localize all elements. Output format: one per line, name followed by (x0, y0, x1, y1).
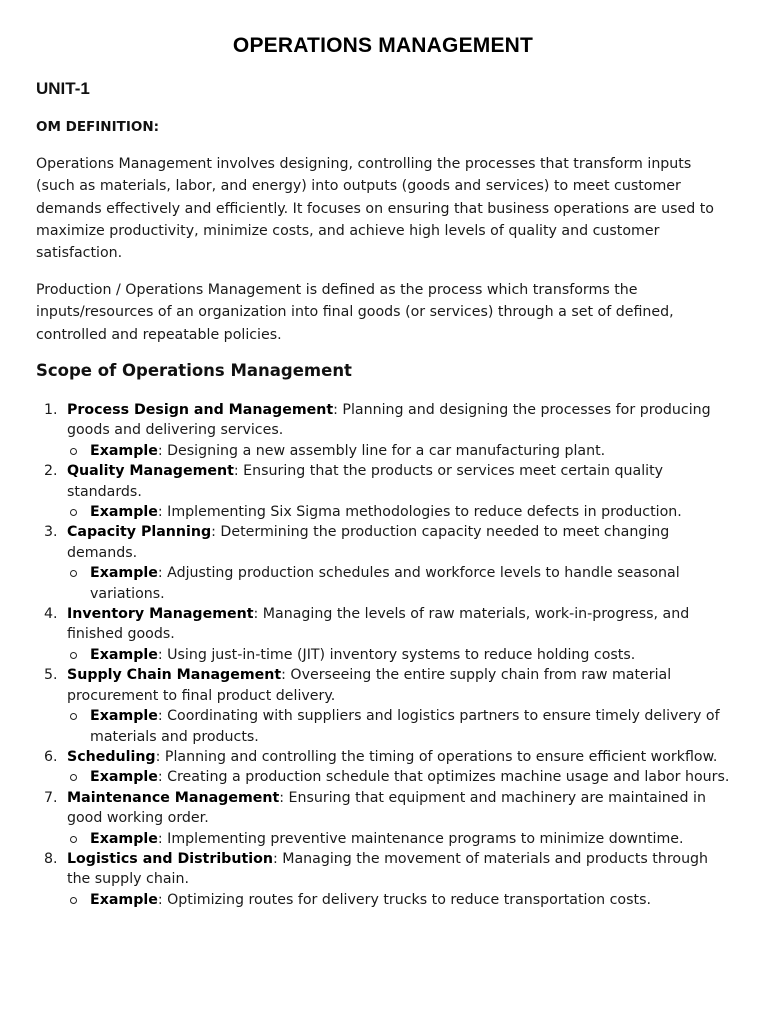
example-line (67, 563, 730, 604)
item-title: Supply Chain Management (67, 667, 282, 684)
example-text: : Optimizing routes for delivery trucks to reduce transportation costs. (157, 891, 651, 908)
item-number: 6. (44, 748, 58, 765)
item-description: : Overseeing the entire supply chain from raw material procurement to final product delivery. (67, 667, 672, 704)
example-line (67, 441, 730, 461)
hollow-bullet-icon (70, 509, 77, 516)
item-number: 4. (44, 606, 58, 623)
scope-heading: Scope of Operations Management (36, 361, 352, 380)
item-description: : Ensuring that the products or services meet certain quality standards. (67, 463, 664, 500)
example-text: : Coordinating with suppliers and logistics partners to ensure timely delivery of materials and products. (90, 708, 720, 745)
item-description: : Managing the movement of materials and products through the supply chain. (67, 850, 709, 888)
item-text (67, 849, 730, 890)
example-line (67, 706, 730, 747)
item-text (67, 788, 730, 829)
item-title: Capacity Planning (67, 524, 212, 541)
hollow-bullet-icon (70, 448, 77, 455)
hollow-bullet-icon (70, 713, 77, 720)
hollow-bullet-icon (70, 774, 77, 781)
item-title: Logistics and Distribution (67, 850, 273, 867)
item-description: : Managing the levels of raw materials, work-in-progress, and finished goods. (67, 606, 690, 643)
example-label: Example (90, 442, 158, 459)
item-title: Maintenance Management (67, 789, 280, 806)
example-text: : Using just-in-time (JIT) inventory systems to reduce holding costs. (157, 646, 636, 663)
item-title: Inventory Management (67, 606, 254, 623)
example-text: : Adjusting production schedules and workforce levels to handle seasonal variations. (90, 565, 680, 602)
item-description: : Determining the production capacity needed to meet changing demands. (67, 524, 670, 561)
item-description: : Planning and designing the processes for producing goods and delivering services. (67, 402, 711, 439)
definition-heading: OM DEFINITION: (36, 119, 160, 135)
example-label: Example (90, 830, 158, 847)
example-label: Example (90, 769, 158, 786)
item-text (67, 665, 730, 706)
item-description: : Ensuring that equipment and machinery are maintained in good working order. (67, 789, 706, 827)
item-number: 7. (44, 789, 58, 806)
example-line (67, 829, 730, 849)
example-line (67, 502, 730, 522)
example-label: Example (90, 646, 158, 663)
hollow-bullet-icon (70, 836, 77, 843)
unit-heading: UNIT-1 (36, 79, 90, 98)
item-text (67, 522, 730, 563)
item-text (67, 461, 730, 502)
scope-item (36, 788, 730, 849)
scope-item (36, 747, 730, 788)
scope-item (36, 522, 730, 604)
scope-item (36, 400, 730, 461)
example-text: : Designing a new assembly line for a car manufacturing plant. (157, 442, 606, 459)
scope-list (36, 400, 730, 910)
definition-paragraph-2: Production / Operations Management is defined as the process which transforms the inputs/resources of an organization into final goods (or services) through a set of defined, controlled and repeatable policies. (36, 282, 674, 343)
item-text (67, 747, 730, 767)
item-text (67, 604, 730, 645)
hollow-bullet-icon (70, 570, 77, 577)
scope-item (36, 461, 730, 522)
scope-item (36, 604, 730, 665)
example-text: : Implementing Six Sigma methodologies to reduce defects in production. (157, 504, 682, 521)
example-line (67, 890, 730, 910)
item-number: 3. (44, 524, 58, 541)
item-title: Process Design and Management (67, 402, 334, 418)
hollow-bullet-icon (70, 652, 77, 659)
item-number: 8. (44, 850, 58, 867)
example-label: Example (90, 504, 158, 521)
example-label: Example (90, 708, 158, 725)
example-text: : Implementing preventive maintenance programs to minimize downtime. (157, 830, 684, 847)
item-description: : Planning and controlling the timing of operations to ensure efficient workflow. (155, 748, 718, 765)
item-number: 5. (44, 667, 58, 684)
item-title: Scheduling (67, 748, 156, 765)
scope-item (36, 665, 730, 747)
document-title: OPERATIONS MANAGEMENT (232, 34, 534, 57)
example-text: : Creating a production schedule that optimizes machine usage and labor hours. (157, 769, 730, 786)
example-label: Example (90, 891, 158, 908)
example-label: Example (90, 565, 158, 582)
hollow-bullet-icon (70, 897, 77, 904)
example-line (67, 645, 730, 665)
scope-item (36, 849, 730, 910)
item-number: 2. (44, 463, 58, 480)
example-line (67, 767, 730, 787)
definition-paragraph-1: Operations Management involves designing, controlling the processes that transform inputs (such as materials, labor, and energy) into outputs (goods and services) to meet customer demands effectively and efficiently. It focuses on ensuring that business operations are used to maximize productivity, minimize costs, and achieve high levels of quality and customer satisfaction. (36, 156, 714, 262)
item-text (67, 400, 730, 441)
item-title: Quality Management (67, 463, 234, 480)
item-number: 1. (44, 402, 58, 418)
